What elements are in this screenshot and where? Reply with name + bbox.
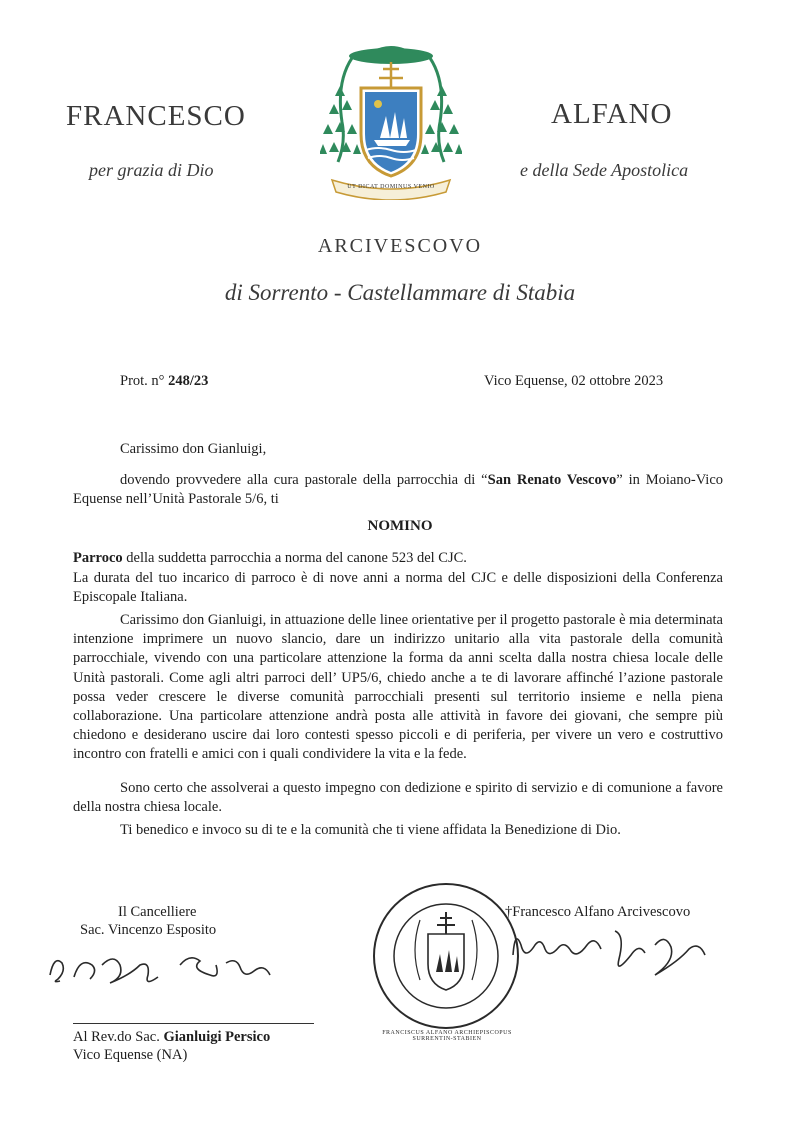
recipient-prefix: Al Rev.do Sac. — [73, 1029, 160, 1045]
salutation: Carissimo don Gianluigi, — [120, 441, 267, 457]
left-subtitle: per grazia di Dio — [89, 160, 214, 180]
archbishop-name: †Francesco Alfano Arcivescovo — [505, 904, 691, 920]
paragraph-6: Ti benedico e invoco su di te e la comunità che ti viene affidata la Benedizione di Dio. — [120, 822, 621, 838]
coat-of-arms-icon — [320, 42, 462, 200]
protocol-number — [120, 373, 208, 390]
p2-text: della suddetta parrocchia a norma del canone 523 del CJC. — [122, 550, 467, 566]
recipient-rule — [73, 1023, 314, 1024]
role-parroco: Parroco — [73, 550, 123, 566]
chancellor-name: Sac. Vincenzo Esposito — [80, 922, 217, 938]
protocol-label: Prot. n° — [120, 373, 165, 389]
recipient-line — [73, 1029, 270, 1046]
title-arcivescovo: ARCIVESCOVO — [317, 235, 483, 257]
place-date: Vico Equense, 02 ottobre 2023 — [484, 373, 664, 389]
seal-text: FRANCISCUS ALFANO ARCHIEPISCOPUS SURRENTIN-STABIEN — [382, 1030, 512, 1042]
first-name: FRANCESCO — [66, 100, 246, 132]
paragraph-3: La durata del tuo incarico di parroco è di nove anni a norma del CJC e delle disposizioni della Conferenza Episcopale Italiana. — [73, 570, 723, 606]
paragraph-2 — [73, 549, 723, 568]
coat-of-arms-motto: UT DICAT DOMINUS VENIO — [347, 184, 435, 190]
nomino-heading: NOMINO — [367, 518, 433, 534]
archbishop-seal-icon — [370, 880, 522, 1032]
diocese: di Sorrento - Castellammare di Stabia — [224, 280, 576, 305]
recipient-city: Vico Equense (NA) — [73, 1047, 188, 1063]
recipient-name: Gianluigi Persico — [163, 1029, 271, 1045]
last-name: ALFANO — [551, 98, 673, 130]
paragraph-1 — [73, 471, 723, 509]
p1-text-a: dovendo provvedere alla cura pastorale della parrocchia di “ — [120, 472, 488, 488]
protocol-value: 248/23 — [168, 373, 209, 389]
p1-text-b: ” in Moiano-Vico Equense nell’Unità Pastorale 5/6, ti — [73, 472, 724, 508]
right-subtitle: e della Sede Apostolica — [520, 160, 689, 180]
chancellor-signature-icon — [40, 935, 290, 995]
chancellor-role: Il Cancelliere — [118, 904, 197, 920]
parish-name: San Renato Vescovo — [487, 472, 617, 488]
paragraph-5: Sono certo che assolverai a questo impegno con dedizione e spirito di servizio e di comunione a favore della nostra chiesa locale. — [73, 780, 723, 816]
paragraph-4: Carissimo don Gianluigi, in attuazione delle linee orientative per il progetto pastorale è mia determinata intenzione imprimere un nuovo slancio, dare un indirizzo unitario alla vita pastorale della comunità parrocchiale, vivendo con una particolare attenzione la forma da anni scelta dalla nostra chiesa locale delle Unità pastorali. Come agli altri parroci dell’ UP5/6, chiedo anche a te di lavorare affinché l’azione pastorale possa veder crescere le diverse comunità parrocchiali presenti sul territorio insieme e nella piena collaborazione. Una particolare attenzione andrà posta alle attività in favore dei giovani, che sempre più chiedono e desiderano uscire dai loro contesti spesso piccoli e di periferia, per vivere un vero e costruttivo incontro con fratelli e amici con i quali condividere la vita e la fede. — [73, 612, 723, 763]
archbishop-signature-icon — [505, 915, 725, 985]
